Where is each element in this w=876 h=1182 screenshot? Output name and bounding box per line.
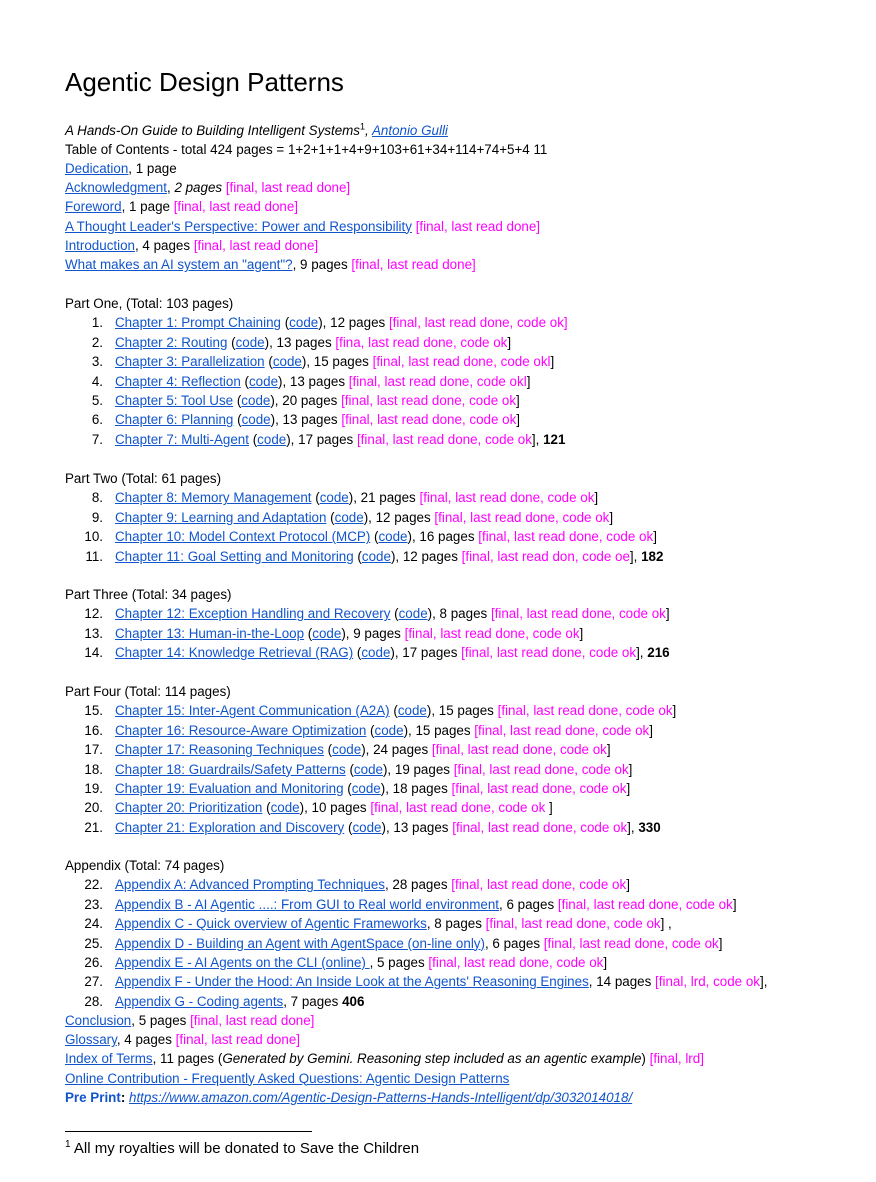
footnote-text: All my royalties will be donated to Save the Children: [70, 1140, 420, 1157]
chapter-link[interactable]: Appendix E - AI Agents on the CLI (online): [115, 955, 370, 970]
chapter-link[interactable]: Chapter 9: Learning and Adaptation: [115, 509, 327, 525]
page-count: ), 10 pages: [299, 800, 371, 816]
page-count: , 6 pages: [499, 896, 558, 912]
status-note: [final, last read done, code ok: [451, 877, 627, 893]
chapter-number: 28.: [84, 993, 103, 1009]
status-close: ],: [636, 645, 648, 661]
status-close: ]: [603, 955, 608, 970]
page-count: ), 13 pages: [264, 334, 336, 350]
chapter-link[interactable]: Chapter 3: Parallelization: [115, 354, 265, 370]
chapter-entry: [65, 875, 630, 894]
code-link[interactable]: code: [351, 781, 381, 796]
paren-open: (: [233, 393, 242, 408]
chapter-number: 24.: [84, 916, 103, 932]
status-note: [final, lrd]: [649, 1051, 704, 1067]
chapter-link[interactable]: Chapter 11: Goal Setting and Monitoring: [115, 548, 354, 564]
note-close: ): [641, 1051, 650, 1067]
chapter-entry: [65, 604, 670, 623]
preprint-line: Pre Print: https://www.amazon.com/Agentic-Design-Patterns-Hands-Intelligent/dp/3032014018/: [65, 1090, 633, 1105]
status-close: ]: [626, 877, 630, 893]
chapter-link[interactable]: Chapter 12: Exception Handling and Recovery: [115, 606, 391, 622]
chapter-link[interactable]: Chapter 17: Reasoning Techniques: [115, 742, 324, 758]
chapter-entry: [65, 488, 598, 507]
code-link[interactable]: code: [272, 354, 302, 370]
status-close: ]: [606, 742, 611, 758]
chapter-entry: [65, 313, 568, 332]
preprint-label: Pre Print: [65, 1090, 121, 1105]
page-count: ), 13 pages: [278, 373, 349, 389]
chapter-number: 23.: [84, 896, 103, 912]
status-note: [final, lrd, code ok: [655, 974, 760, 990]
code-link[interactable]: code: [397, 703, 427, 719]
page-count: ), 9 pages: [341, 625, 405, 641]
status-note: [final, last read done, code ok: [490, 606, 666, 622]
chapter-link[interactable]: Chapter 14: Knowledge Retrieval (RAG): [115, 645, 354, 661]
page-count: ), 24 pages: [361, 742, 432, 758]
chapter-entry: [65, 527, 657, 546]
chapter-number: 3.: [91, 354, 103, 370]
status-note: [final, last read done, code ok: [341, 412, 517, 428]
status-close: ]: [665, 606, 670, 622]
chapter-link[interactable]: Chapter 6: Planning: [115, 412, 234, 428]
status-note: [final, last read done, code ok: [434, 509, 610, 525]
chapter-link[interactable]: Appendix A: Advanced Prompting Techniques: [115, 877, 385, 893]
back-matter-link[interactable]: Conclusion: [65, 1013, 132, 1028]
front-matter-entry: [65, 197, 298, 216]
page-count: ), 21 pages: [348, 490, 420, 506]
status-note: [final, last read done, code ok: [452, 819, 628, 835]
chapter-number: 2.: [91, 334, 103, 350]
chapter-entry: [65, 352, 554, 371]
chapter-entry: [65, 372, 530, 391]
status-note: [final, last read done, code okl: [372, 354, 551, 370]
status-note: [final, last read done, code ok: [497, 703, 673, 719]
chapter-number: 8.: [91, 490, 103, 506]
status-close: ]: [579, 625, 584, 641]
chapter-link[interactable]: Chapter 19: Evaluation and Monitoring: [115, 781, 344, 796]
front-matter-entry: [65, 178, 350, 197]
front-matter-link[interactable]: A Thought Leader's Perspective: Power and Responsibility: [65, 218, 412, 234]
page-count: ), 20 pages: [270, 393, 342, 408]
status-note: [final, last read done, code ok: [557, 896, 733, 912]
paren-open: (: [227, 334, 236, 350]
back-matter-link[interactable]: Index of Terms: [65, 1051, 153, 1067]
code-link[interactable]: code: [241, 393, 271, 408]
code-link[interactable]: code: [378, 529, 408, 545]
preprint-url-link[interactable]: https://www.amazon.com/Agentic-Design-Patterns-Hands-Intelligent/dp/3032014018/: [129, 1090, 633, 1105]
status-note: [final, last read done, code ok: [453, 761, 629, 777]
back-matter-entry: [65, 1069, 509, 1088]
chapter-entry: [65, 760, 632, 779]
page-title: Agentic Design Patterns: [65, 67, 344, 97]
front-matter-link[interactable]: Foreword: [65, 199, 122, 215]
status-close: ],: [760, 974, 768, 990]
page-count: , 28 pages: [384, 877, 452, 893]
page-count: , 8 pages: [426, 916, 486, 932]
page-count: ), 18 pages: [380, 781, 452, 796]
cumulative-total: 216: [647, 645, 670, 661]
status-close: ]: [609, 509, 614, 525]
chapter-entry: [65, 643, 670, 662]
part-header: Part Two (Total: 61 pages): [65, 471, 222, 486]
toc-summary: Table of Contents - total 424 pages = 1+2+1+1+4+9+103+61+34+114+74+5+4 11: [65, 142, 548, 157]
status-note: [final, last read done, code ok: [474, 722, 650, 738]
paren-open: (: [262, 800, 271, 816]
status-close: ]: [516, 393, 520, 408]
chapter-number: 12.: [84, 606, 103, 622]
status-note: [final, last read done]: [415, 218, 541, 234]
paren-open: (: [233, 412, 242, 428]
part-header: Appendix (Total: 74 pages): [65, 858, 225, 873]
back-matter-link[interactable]: Glossary: [65, 1032, 117, 1048]
chapter-entry: [65, 701, 676, 720]
page-count: ,: [166, 180, 175, 196]
page-count: ), 15 pages: [403, 722, 475, 738]
chapter-link[interactable]: Chapter 4: Reflection: [115, 373, 241, 389]
chapter-entry: [65, 934, 722, 953]
chapter-number: 17.: [84, 742, 103, 758]
status-note: [final, last read done, code ok]: [388, 315, 568, 331]
chapter-entry: [65, 410, 520, 429]
status-close: ]: [507, 334, 512, 350]
chapter-entry: [65, 547, 663, 566]
status-close: ]: [672, 703, 677, 719]
front-matter-entry: [65, 217, 540, 236]
chapter-entry: [65, 798, 553, 817]
part-header: Part Four (Total: 114 pages): [65, 684, 231, 699]
code-link[interactable]: code: [361, 645, 391, 661]
chapter-link[interactable]: Chapter 5: Tool Use: [115, 393, 234, 408]
chapter-number: 25.: [84, 935, 103, 951]
back-matter-entry: [65, 1030, 300, 1049]
chapter-link[interactable]: Appendix B - AI Agentic ....: From GUI to Real world environment: [115, 896, 500, 912]
chapter-entry: [65, 992, 364, 1011]
page-count: ), 19 pages: [382, 761, 454, 777]
page-count: ), 13 pages: [381, 819, 453, 835]
paren-open: (: [240, 373, 249, 389]
status-close: ]: [550, 354, 555, 370]
chapter-link[interactable]: Chapter 13: Human-in-the-Loop: [115, 625, 305, 641]
status-close: ]: [628, 761, 633, 777]
status-close: ]: [718, 935, 723, 951]
page-count: ), 15 pages: [426, 703, 498, 719]
status-note: [fina, last read done, code ok: [335, 334, 508, 350]
chapter-entry: [65, 508, 613, 527]
page-count: ), 17 pages: [286, 431, 357, 447]
page-count: ), 8 pages: [427, 606, 491, 622]
paren-open: (: [353, 645, 362, 661]
cumulative-total: 406: [342, 993, 365, 1009]
chapter-number: 26.: [84, 955, 103, 970]
status-close: ]: [653, 529, 657, 545]
chapter-number: 20.: [84, 800, 103, 816]
page-count: , 14 pages: [588, 974, 656, 990]
page-count: 2 pages: [174, 180, 223, 196]
status-note: [final, last read done, code ok: [431, 742, 607, 758]
status-close: ]: [549, 800, 553, 816]
footnote-ref[interactable]: 1: [360, 121, 366, 132]
chapter-number: 27.: [84, 974, 103, 990]
chapter-entry: [65, 624, 583, 643]
chapter-number: 18.: [84, 761, 103, 777]
status-note: [final, last read done]: [351, 257, 476, 272]
subtitle: A Hands-On Guide to Building Intelligent Systems: [65, 123, 360, 138]
note-text: Generated by Gemini. Reasoning step included as an agentic example: [222, 1051, 642, 1067]
status-close: ]: [516, 412, 521, 428]
chapter-link[interactable]: Chapter 1: Prompt Chaining: [115, 315, 281, 331]
code-link[interactable]: code: [332, 742, 362, 758]
chapter-entry: [65, 818, 661, 837]
back-matter-entry: [65, 1011, 314, 1030]
chapter-entry: [65, 333, 511, 352]
chapter-link[interactable]: Appendix G - Coding agents: [115, 993, 284, 1009]
status-note: [final, last read done]: [225, 180, 351, 196]
front-matter-entry: [65, 236, 318, 255]
part-header: Part One, (Total: 103 pages): [65, 296, 234, 311]
status-note: [final, last read done, code okl: [348, 373, 527, 389]
chapter-entry: [65, 972, 767, 991]
code-link[interactable]: code: [361, 548, 391, 564]
status-note: [final, last read done]: [190, 1013, 315, 1028]
chapter-entry: [65, 953, 607, 972]
code-link[interactable]: code: [235, 334, 265, 350]
chapter-number: 6.: [91, 412, 103, 428]
chapter-link[interactable]: Appendix D - Building an Agent with AgentSpace (on-line only): [115, 935, 485, 951]
status-note: [final, last read done, code ok: [543, 935, 719, 951]
chapter-number: 16.: [84, 722, 103, 738]
code-link[interactable]: code: [257, 431, 287, 447]
author-link[interactable]: Antonio Gulli: [371, 123, 448, 138]
chapter-number: 15.: [84, 703, 103, 719]
status-close: ]: [649, 722, 653, 738]
status-note: [final, last read done]: [193, 237, 319, 253]
code-link[interactable]: code: [289, 315, 319, 331]
front-matter-link[interactable]: Acknowledgment: [65, 180, 167, 196]
chapter-link[interactable]: Chapter 15: Inter-Agent Communication (A2A): [115, 703, 390, 719]
status-close: ]: [594, 490, 599, 506]
status-note: [final, last read done, code ok: [478, 529, 654, 545]
code-link[interactable]: code: [398, 606, 428, 622]
status-note: [final, last read done, code ok: [404, 625, 580, 641]
page-count: , 5 pages: [369, 955, 429, 970]
footnote: [65, 1139, 419, 1159]
chapter-entry: [65, 721, 653, 740]
paren-open: (: [264, 354, 273, 370]
page-count: ), 12 pages: [363, 509, 435, 525]
chapter-number: 5.: [91, 393, 103, 408]
page-count: ), 12 pages: [390, 548, 462, 564]
footnote-number: 1: [65, 1139, 71, 1150]
paren-open: (: [344, 819, 353, 835]
paren-open: (: [343, 781, 352, 796]
back-matter-entry: [65, 1049, 704, 1068]
chapter-entry: [65, 914, 672, 933]
cumulative-total: 121: [543, 431, 566, 447]
chapter-link[interactable]: Chapter 10: Model Context Protocol (MCP): [115, 529, 371, 545]
paren-open: (: [311, 490, 320, 506]
status-note: [final, last read done]: [175, 1032, 300, 1048]
chapter-link[interactable]: Chapter 7: Multi-Agent: [115, 431, 249, 447]
page-count: ), 17 pages: [390, 645, 462, 661]
status-note: [final, last read done, code ok: [485, 916, 661, 932]
code-link[interactable]: code: [353, 761, 383, 777]
chapter-entry: [65, 430, 565, 449]
status-close: ],: [627, 819, 639, 835]
page-count: , 1 page: [128, 161, 177, 176]
code-link[interactable]: code: [312, 625, 342, 641]
status-note: [final, last read done, code ok: [428, 955, 604, 970]
chapter-number: 11.: [85, 548, 103, 564]
page-count: , 6 pages: [484, 935, 544, 951]
paren-open: (: [345, 761, 354, 777]
chapter-entry: [65, 740, 611, 759]
code-link[interactable]: code: [248, 373, 279, 389]
chapter-number: 14.: [84, 645, 103, 661]
status-note: [final, last read done, code ok: [370, 800, 549, 816]
chapter-link[interactable]: Chapter 21: Exploration and Discovery: [115, 819, 345, 835]
front-matter-link[interactable]: What makes an AI system an "agent"?: [65, 257, 293, 272]
chapter-link[interactable]: Chapter 18: Guardrails/Safety Patterns: [115, 761, 346, 777]
paren-open: (: [390, 606, 399, 622]
status-note: [final, last read done, code ok: [356, 431, 532, 447]
code-link[interactable]: code: [270, 800, 300, 816]
back-matter-link[interactable]: Online Contribution - Frequently Asked Questions: Agentic Design Patterns: [65, 1070, 510, 1086]
code-link[interactable]: code: [374, 722, 404, 738]
subtitle-line: A Hands-On Guide to Building Intelligent Systems$^1$, Antonio Gulli: [65, 121, 448, 138]
status-note: [final, last read don, code oe: [461, 548, 630, 564]
page-count: ), 15 pages: [301, 354, 373, 370]
chapter-number: 7.: [91, 431, 103, 447]
front-matter-link[interactable]: Introduction: [65, 237, 135, 253]
paren-open: (: [280, 315, 290, 331]
status-close: ]: [526, 373, 531, 389]
chapter-number: 10.: [84, 529, 103, 545]
page-count: , 5 pages: [131, 1013, 191, 1028]
paren-open: (: [304, 625, 313, 641]
cumulative-total: 330: [638, 819, 661, 835]
footnote-divider: [65, 1131, 312, 1132]
front-matter-link[interactable]: Dedication: [65, 161, 129, 176]
paren-open: (: [323, 742, 333, 758]
status-close: ],: [629, 548, 642, 564]
chapter-number: 1.: [91, 315, 103, 331]
chapter-link[interactable]: Chapter 16: Resource-Aware Optimization: [115, 722, 367, 738]
chapter-number: 4.: [91, 373, 103, 389]
page-count: , 11 pages (: [152, 1051, 223, 1067]
status-close: ] ,: [660, 916, 672, 932]
page-count: , 1 page: [121, 199, 174, 215]
page-count: , 9 pages: [292, 257, 352, 272]
code-link[interactable]: code: [334, 509, 364, 525]
cumulative-total: 182: [641, 548, 664, 564]
paren-open: (: [370, 529, 379, 545]
chapter-link[interactable]: Appendix C - Quick overview of Agentic Frameworks: [115, 916, 427, 932]
page-count: , 4 pages: [134, 237, 194, 253]
paren-open: (: [353, 548, 362, 564]
paren-open: (: [389, 703, 398, 719]
code-link[interactable]: code: [352, 819, 382, 835]
chapter-link[interactable]: Chapter 8: Memory Management: [115, 490, 312, 506]
chapter-number: 22.: [84, 877, 103, 893]
status-note: [final, last read done]: [173, 199, 299, 215]
page-count: ), 12 pages: [318, 315, 389, 331]
chapter-number: 21.: [84, 819, 103, 835]
chapter-link[interactable]: Appendix F - Under the Hood: An Inside Look at the Agents' Reasoning Engines: [115, 974, 589, 990]
chapter-number: 9.: [91, 509, 103, 525]
page-count: , 7 pages: [283, 993, 343, 1009]
status-note: [final, last read done, code ok: [451, 781, 627, 796]
status-close: ],: [531, 431, 544, 447]
paren-open: (: [366, 722, 375, 738]
chapter-entry: [65, 779, 630, 798]
status-close: ]: [732, 896, 737, 912]
status-note: [final, last read done, code ok: [419, 490, 595, 506]
front-matter-entry: [65, 159, 177, 178]
chapter-link[interactable]: Chapter 20: Prioritization: [115, 800, 263, 816]
code-link[interactable]: code: [319, 490, 349, 506]
paren-open: (: [248, 431, 258, 447]
page-count: ), 13 pages: [270, 412, 342, 428]
part-header: Part Three (Total: 34 pages): [65, 587, 232, 602]
chapter-link[interactable]: Chapter 2: Routing: [115, 334, 228, 350]
chapter-number: 13.: [84, 625, 103, 641]
chapter-number: 19.: [84, 781, 103, 796]
front-matter-entry: [65, 255, 476, 274]
page-count: , 4 pages: [116, 1032, 176, 1048]
chapter-entry: [65, 391, 520, 410]
page-count: ), 16 pages: [407, 529, 479, 545]
status-note: [final, last read done, code ok: [461, 645, 637, 661]
paren-open: (: [326, 509, 335, 525]
status-note: [final, last read done, code ok: [341, 393, 517, 408]
status-close: ]: [626, 781, 631, 796]
chapter-entry: [65, 895, 737, 914]
code-link[interactable]: code: [241, 412, 271, 428]
